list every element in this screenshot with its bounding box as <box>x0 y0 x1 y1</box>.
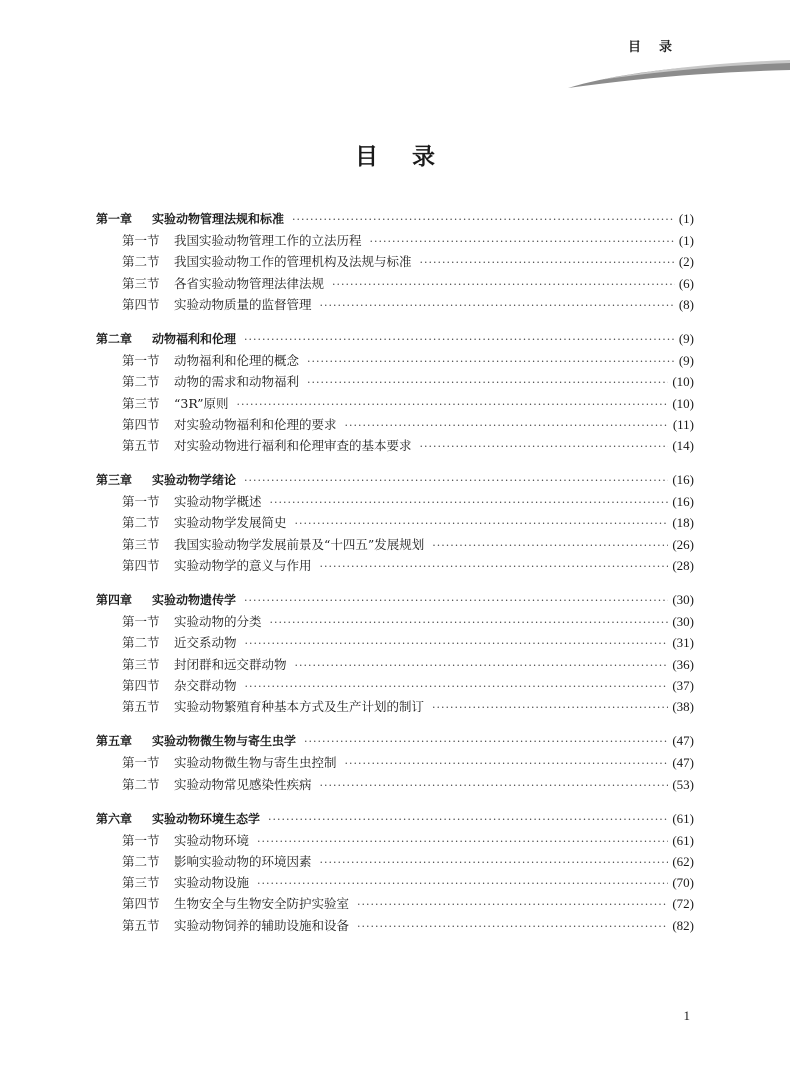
dot-leader <box>320 779 669 792</box>
toc-section-entry-number: 第一节 <box>122 494 160 510</box>
toc-section-entry-page: (10) <box>672 374 694 390</box>
toc-section-entry-page: (10) <box>672 395 694 411</box>
page-title: 目录 <box>355 144 469 170</box>
toc-section-entry-page: (62) <box>672 854 694 870</box>
toc-section-entry[interactable] <box>96 535 694 556</box>
toc-section-entry-page: (38) <box>672 698 694 714</box>
toc-chapter-entry[interactable] <box>96 210 694 231</box>
toc-section-entry[interactable] <box>96 894 694 915</box>
toc-section-entry[interactable] <box>96 351 694 372</box>
toc-section-entry-title: 各省实验动物管理法律法规 <box>174 275 325 291</box>
dot-leader <box>236 398 668 411</box>
dot-leader <box>357 920 668 933</box>
toc-section-entry-title: 我国实验动物管理工作的立法历程 <box>174 233 362 249</box>
toc-chapter-entry-number: 第六章 <box>96 811 133 826</box>
toc-section-entry-title: 实验动物设施 <box>174 875 250 891</box>
toc-section-entry-number: 第三节 <box>122 656 160 672</box>
toc-section-entry-number: 第一节 <box>122 832 160 848</box>
dot-leader <box>304 735 668 748</box>
toc-chapter <box>96 330 694 457</box>
toc-section-entry-number: 第四节 <box>122 296 160 312</box>
toc-section-entry-title: 实验动物常见感染性疾病 <box>174 776 312 792</box>
toc-chapter-entry-title: 实验动物管理法规和标准 <box>152 212 285 226</box>
dot-leader <box>332 278 675 291</box>
toc-chapter-entry[interactable] <box>96 732 694 753</box>
toc-chapter-entry-title: 实验动物遗传学 <box>152 593 237 607</box>
toc-section-entry-number: 第二节 <box>122 374 160 390</box>
dot-leader <box>345 757 669 770</box>
toc-section-entry-title: 近交系动物 <box>174 635 237 651</box>
toc-chapter-entry-number: 第二章 <box>96 331 133 346</box>
toc-chapter-entry-number: 第四章 <box>96 593 133 607</box>
toc-section-entry[interactable] <box>96 612 694 633</box>
toc-section-entry-title: 我国实验动物学发展前景及“十四五”发展规划 <box>174 536 425 552</box>
dot-leader <box>295 659 669 672</box>
dot-leader <box>268 813 668 826</box>
dot-leader <box>292 213 675 226</box>
dot-leader <box>370 235 675 248</box>
dot-leader <box>420 256 675 269</box>
dot-leader <box>257 877 668 890</box>
toc-section-entry-number: 第一节 <box>122 755 160 771</box>
toc-section-entry-title: 实验动物繁殖育种基本方式及生产计划的制订 <box>174 698 425 714</box>
toc-section-entry-page: (11) <box>672 416 694 432</box>
toc-section-entry[interactable] <box>96 775 694 796</box>
toc-section-entry-title: 实验动物饲养的辅助设施和设备 <box>174 917 350 933</box>
header-swoosh-icon <box>560 50 790 90</box>
dot-leader <box>244 594 668 607</box>
dot-leader <box>270 616 669 629</box>
toc-chapter-entry-page: (1) <box>678 211 694 226</box>
dot-leader <box>245 680 669 693</box>
toc-section-entry-number: 第三节 <box>122 875 160 891</box>
toc-section-entry[interactable] <box>96 295 694 316</box>
toc-section-entry-title: 封闭群和远交群动物 <box>174 656 287 672</box>
toc-section-entry-title: 对实验动物福利和伦理的要求 <box>174 416 337 432</box>
running-head-text: 目录 <box>627 40 690 55</box>
dot-leader <box>244 333 675 346</box>
toc-section-entry-title: 动物福利和伦理的概念 <box>174 353 300 369</box>
toc-section-entry-title: 实验动物的分类 <box>174 614 262 630</box>
toc-section-entry-number: 第二节 <box>122 854 160 870</box>
toc-section-entry-number: 第三节 <box>122 536 160 552</box>
toc-chapter-entry-title: 动物福利和伦理 <box>152 331 237 346</box>
toc-chapter-entry-page: (9) <box>678 330 694 346</box>
toc-section-entry-title: 影响实验动物的环境因素 <box>174 854 312 870</box>
toc-section-entry-page: (72) <box>672 896 694 912</box>
toc-section-entry[interactable] <box>96 916 694 937</box>
dot-leader <box>320 299 675 312</box>
toc-section-entry-title: 实验动物质量的监督管理 <box>174 296 312 312</box>
toc-section-entry[interactable] <box>96 513 694 534</box>
toc-section-entry-title: 实验动物学的意义与作用 <box>174 557 312 573</box>
toc-chapter-entry-page: (61) <box>672 810 694 826</box>
toc-section-entry-page: (28) <box>672 557 694 573</box>
toc-section-entry-number: 第五节 <box>122 437 160 453</box>
toc-section-entry-number: 第五节 <box>122 917 160 933</box>
toc-section-entry[interactable] <box>96 676 694 697</box>
dot-leader <box>307 355 675 368</box>
toc-section-entry-title: 杂交群动物 <box>174 677 237 693</box>
toc-section-entry-title: 我国实验动物工作的管理机构及法规与标准 <box>174 254 412 270</box>
toc-section-entry-page: (47) <box>672 755 694 771</box>
toc-section-entry[interactable] <box>96 633 694 654</box>
toc-section-entry-title: 对实验动物进行福利和伦理审查的基本要求 <box>174 437 412 453</box>
dot-leader <box>432 701 668 714</box>
page-number: 1 <box>683 1008 690 1023</box>
toc-section-entry-page: (16) <box>672 494 694 510</box>
toc-section-entry-number: 第三节 <box>122 395 160 411</box>
toc-section-entry-title: 实验动物学概述 <box>174 494 262 510</box>
dot-leader <box>420 440 669 453</box>
toc-section-entry[interactable] <box>96 415 694 436</box>
dot-leader <box>307 376 668 389</box>
toc-chapter-entry-number: 第五章 <box>96 734 133 749</box>
toc-chapter <box>96 210 694 316</box>
toc-chapter-entry[interactable] <box>96 810 694 831</box>
dot-leader <box>244 474 668 487</box>
dot-leader <box>345 419 669 432</box>
toc-section-entry-number: 第四节 <box>122 416 160 432</box>
toc-section-entry-page: (8) <box>678 296 694 312</box>
dot-leader <box>320 560 669 573</box>
toc-section-entry-title: 实验动物微生物与寄生虫控制 <box>174 755 337 771</box>
dot-leader <box>320 856 669 869</box>
toc-chapter-entry-title: 实验动物微生物与寄生虫学 <box>152 734 297 749</box>
toc-section-entry-number: 第一节 <box>122 353 160 369</box>
toc-section-entry-page: (53) <box>672 776 694 792</box>
toc-section-entry[interactable] <box>96 394 694 415</box>
dot-leader <box>357 898 668 911</box>
toc-chapter-entry-page: (30) <box>672 592 694 607</box>
toc-section-entry[interactable] <box>96 436 694 457</box>
toc-chapter <box>96 591 694 718</box>
toc-chapter-entry-number: 第三章 <box>96 473 133 488</box>
toc-section-entry-page: (18) <box>672 515 694 531</box>
toc-section-entry-page: (61) <box>672 832 694 848</box>
toc-section-entry-title: 生物安全与生物安全防护实验室 <box>174 896 350 912</box>
toc-section-entry-number: 第二节 <box>122 635 160 651</box>
toc-section-entry-number: 第四节 <box>122 896 160 912</box>
toc-chapter <box>96 732 694 796</box>
toc-chapter <box>96 471 694 577</box>
toc-section-entry-number: 第四节 <box>122 677 160 693</box>
toc-section-entry[interactable] <box>96 274 694 295</box>
toc-section-entry-page: (14) <box>672 437 694 453</box>
toc-section-entry-number: 第二节 <box>122 776 160 792</box>
running-head <box>0 36 790 96</box>
dot-leader <box>257 835 668 848</box>
toc-section-entry-number: 第二节 <box>122 254 160 270</box>
toc-chapter-entry-page: (47) <box>672 733 694 749</box>
toc-section-entry-number: 第五节 <box>122 698 160 714</box>
toc-chapter-entry[interactable] <box>96 471 694 492</box>
toc-section-entry-page: (26) <box>672 536 694 552</box>
dot-leader <box>245 637 669 650</box>
toc-section-entry-page: (82) <box>672 917 694 933</box>
toc-section-entry[interactable] <box>96 831 694 852</box>
toc-section-entry[interactable] <box>96 231 694 252</box>
toc-section-entry-page: (70) <box>672 875 694 891</box>
toc-section-entry-number: 第一节 <box>122 233 160 249</box>
toc-section-entry[interactable] <box>96 252 694 273</box>
toc-section-entry[interactable] <box>96 655 694 676</box>
toc-section-entry-number: 第一节 <box>122 614 160 630</box>
toc-section-entry-number: 第二节 <box>122 515 160 531</box>
toc-section-entry[interactable] <box>96 753 694 774</box>
toc-section-entry[interactable] <box>96 852 694 873</box>
toc-chapter-entry-title: 实验动物环境生态学 <box>152 811 261 826</box>
toc-section-entry-page: (9) <box>678 353 694 369</box>
toc-section-entry-page: (31) <box>672 635 694 651</box>
toc-section-entry-page: (30) <box>672 614 694 630</box>
dot-leader <box>295 517 669 530</box>
toc-section-entry-page: (1) <box>678 233 694 249</box>
dot-leader <box>270 496 669 509</box>
toc-section-entry-title: 实验动物学发展简史 <box>174 515 287 531</box>
toc-section-entry-title: “3R”原则 <box>174 395 229 411</box>
toc-chapter-entry-number: 第一章 <box>96 212 133 226</box>
toc-chapter-entry[interactable] <box>96 591 694 612</box>
toc-section-entry[interactable] <box>96 372 694 393</box>
toc-section-entry-number: 第四节 <box>122 557 160 573</box>
toc-section-entry-page: (37) <box>672 677 694 693</box>
toc-chapter-entry[interactable] <box>96 330 694 351</box>
toc-section-entry-page: (2) <box>678 254 694 270</box>
toc-section-entry[interactable] <box>96 492 694 513</box>
toc-chapter-entry-page: (16) <box>672 472 694 488</box>
toc-section-entry[interactable] <box>96 556 694 577</box>
toc-section-entry-page: (36) <box>672 656 694 672</box>
dot-leader <box>432 539 668 552</box>
toc-section-entry-page: (6) <box>678 275 694 291</box>
table-of-contents <box>96 210 694 937</box>
toc-section-entry-title: 实验动物环境 <box>174 832 250 848</box>
toc-chapter-entry-title: 实验动物学绪论 <box>152 473 237 488</box>
toc-chapter <box>96 810 694 937</box>
toc-section-entry[interactable] <box>96 697 694 718</box>
toc-section-entry[interactable] <box>96 873 694 894</box>
toc-section-entry-title: 动物的需求和动物福利 <box>174 374 300 390</box>
toc-section-entry-number: 第三节 <box>122 275 160 291</box>
